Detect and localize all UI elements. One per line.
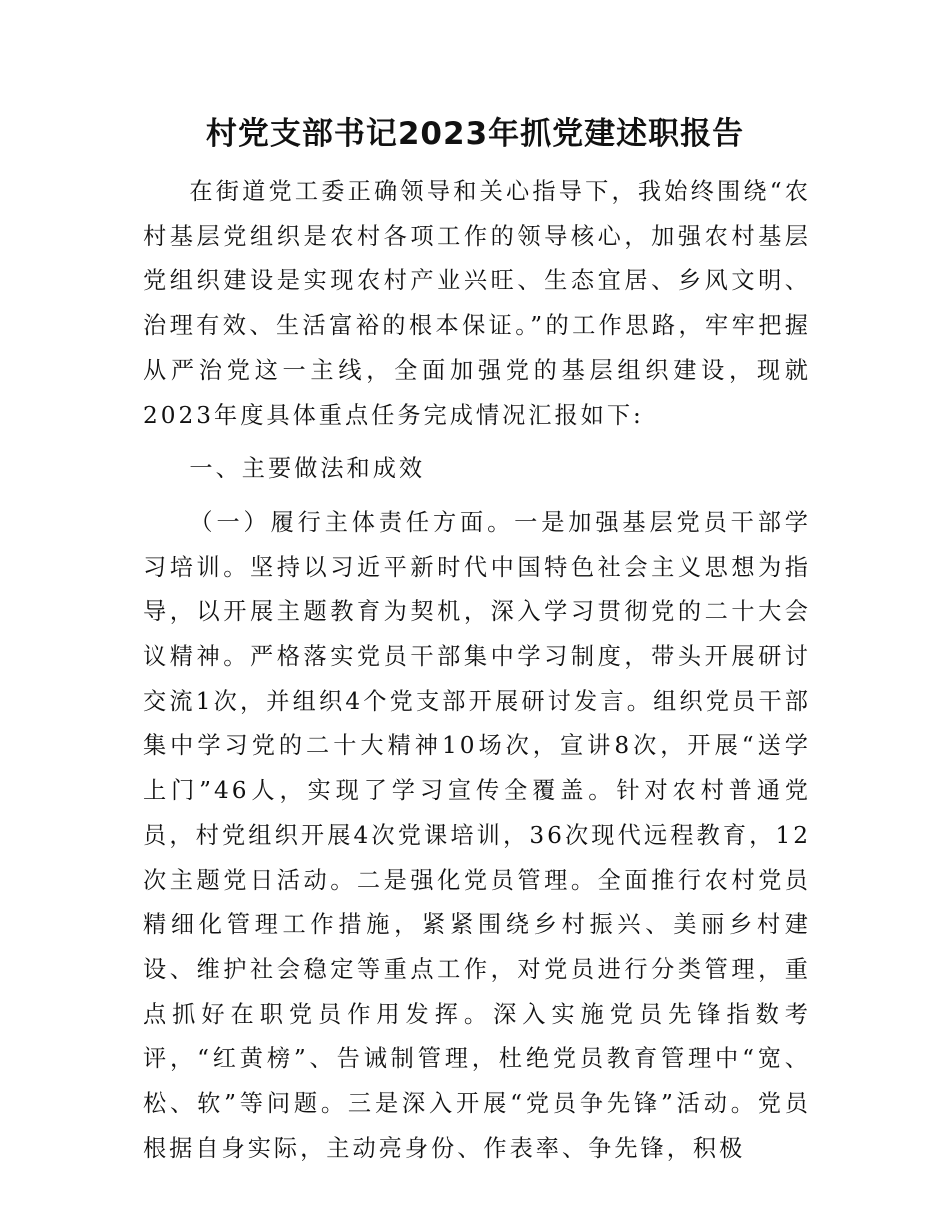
intro-paragraph: 在街道党工委正确领导和关心指导下，我始终围绕“农村基层党组织是农村各项工作的领导核心，加强农村基层党组织建设是实现农村产业兴旺、生态宜居、乡风文明、治理有效、生活富裕的根本保证。”的工作思路，牢牢把握从严治党这一主线，全面加强党的基层组织建设，现就2023年度具体重点任务完成情况汇报如下: [143, 178, 811, 429]
section-paragraph: （一）履行主体责任方面。一是加强基层党员干部学习培训。坚持以习近平新时代中国特色社会主义思想为指导，以开展主题教育为契机，深入学习贯彻党的二十大会议精神。严格落实党员干部集中学习制度，带头开展研讨交流1次，并组织4个党支部开展研讨发言。组织党员干部集中学习党的二十大精神10场次，宣讲8次，开展“送学上门”46人，实现了学习宣传全覆盖。针对农村普通党员，村党组织开展4次党课培训，36次现代远程教育，12次主题党日活动。二是强化党员管理。全面推行农村党员精细化管理工作措施，紧紧围绕乡村振兴、美丽乡村建设、维护社会稳定等重点工作，对党员进行分类管理，重点抓好在职党员作用发挥。深入实施党员先锋指数考评，“红黄榜”、告诫制管理，杜绝党员教育管理中“宽、松、软”等问题。三是深入开展“党员争先锋”活动。党员根据自身实际，主动亮身份、作表率、争先锋，积极 [143, 508, 811, 1162]
document-title: 村党支部书记2023年抓党建述职报告 [205, 116, 745, 152]
section-heading: 一、主要做法和成效 [189, 455, 426, 483]
document-body [143, 170, 811, 1171]
